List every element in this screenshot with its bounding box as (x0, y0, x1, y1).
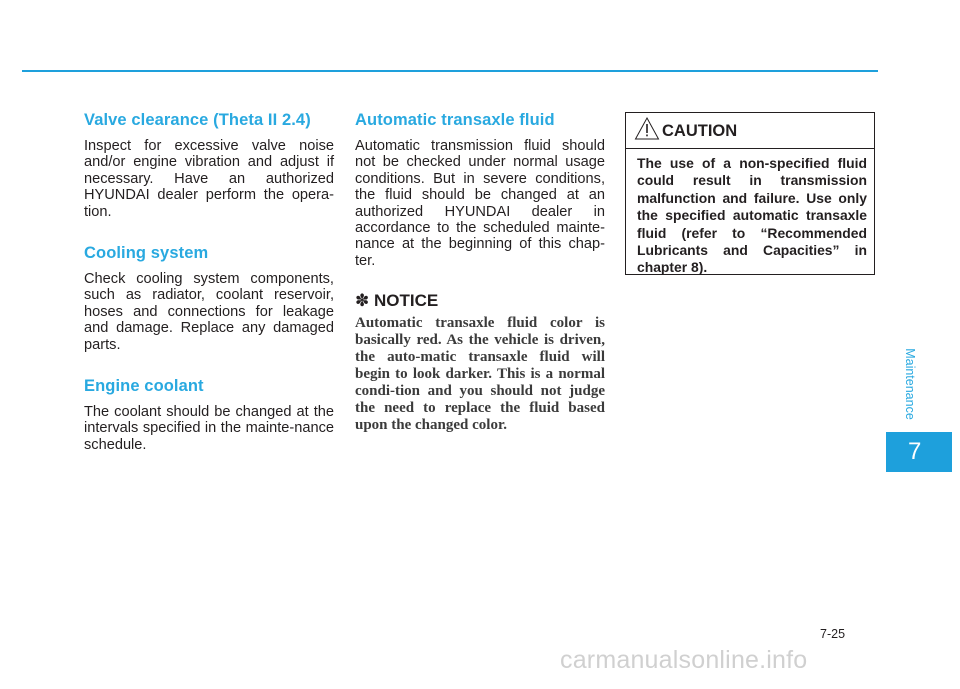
warning-triangle-icon (634, 116, 660, 142)
notice-text: Automatic transaxle fluid color is basically red. As the vehicle is driven, the auto-matic transaxle fluid will begin to look darker. This is a normal condi-tion and you should not judge the need to replace the fluid based upon the changed color. (355, 315, 605, 434)
transaxle-fluid-text: Automatic transmission fluid should not be checked under normal usage conditions. But in severe conditions, the fluid should be changed at an authorized HYUNDAI dealer in accordance to the scheduled mainte-nance at the beginning of this chap-ter. (355, 138, 605, 269)
caution-label: CAUTION (662, 122, 738, 140)
valve-clearance-text: Inspect for excessive valve noise and/or engine vibration and adjust if necessary. Have an authorized HYUNDAI dealer perform the opera-tion. (84, 138, 334, 220)
cooling-system-heading: Cooling system (84, 244, 209, 263)
notice-title: ✽ NOTICE (355, 291, 439, 311)
page-number: 7-25 (820, 627, 846, 641)
section-label-text: Maintenance (903, 348, 917, 420)
caution-header (626, 113, 874, 149)
watermark: carmanualsonline.info (560, 646, 808, 674)
caution-text: The use of a non-specified fluid could result in transmission malfunction and failure. Use only the specified automatic transaxle fluid (refer to “Recommended Lubricants and Capacities” in chapter 8). (637, 155, 867, 276)
section-side-label (899, 344, 921, 424)
middle-column (355, 111, 605, 434)
caution-box (625, 112, 875, 275)
chapter-tab (886, 432, 952, 472)
transaxle-fluid-heading: Automatic transaxle fluid (355, 111, 555, 129)
cooling-system-text: Check cooling system components, such as radiator, coolant reservoir, hoses and connections for leakage and damage. Replace any damaged parts. (84, 271, 334, 353)
engine-coolant-heading: Engine coolant (84, 377, 204, 396)
left-column (84, 111, 334, 453)
header-rule (22, 70, 878, 72)
chapter-number: 7 (908, 438, 922, 465)
valve-clearance-heading: Valve clearance (Theta II 2.4) (84, 111, 311, 129)
engine-coolant-text: The coolant should be changed at the intervals specified in the mainte-nance schedule. (84, 404, 334, 453)
